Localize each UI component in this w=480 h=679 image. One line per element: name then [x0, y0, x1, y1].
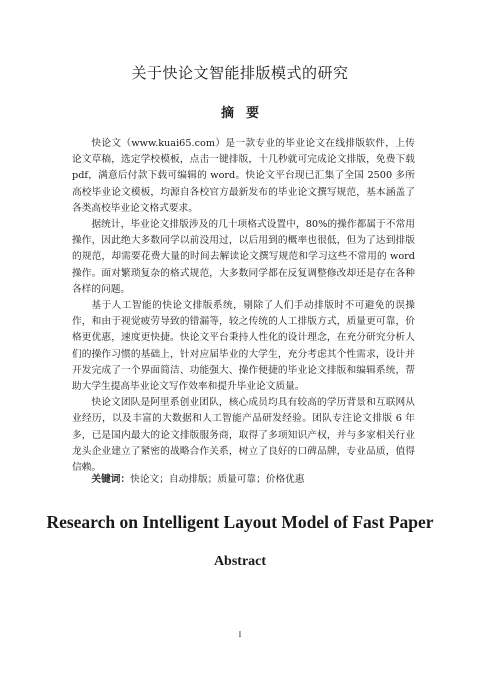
abstract-paragraph: 快论文团队是阿里系创业团队，核心成员均具有较高的学历背景和互联网从业经历，以及丰富的大数据和人工智能产品研发经验。团队专注论文排版 6 年多，已是国内最大的论文排版服务商，取得了多项知识产权，并与多家相关行业龙头企业建立了紧密的战略合作关系，树立了良好的口碑品牌，专业品质，值得信赖。	[72, 397, 415, 474]
abstract-paragraph: 基于人工智能的快论文排版系统，剔除了人们手动排版时不可避免的误操作，和由于视觉疲劳导致的错漏等，较之传统的人工排版方式，质量更可靠，价格更优惠，速度更快捷。快论文平台秉持人性化的设计理念，在充分研究分析人们的操作习惯的基础上，针对应届毕业的大学生，充分考虑其个性需求，设计并开发完成了一个界面简洁、功能强大、操作便捷的毕业论文排版和编辑系统，帮助大学生提高毕业论文写作效率和提升毕业论文质量。	[72, 300, 415, 393]
abstract-heading-en: Abstract	[213, 554, 267, 569]
abstract-paragraph: 据统计，毕业论文排版涉及的几十项格式设置中，80%的操作都属于不常用操作，因此绝大多数同学以前没用过，以后用到的概率也很低，但为了达到排版的规范，却需要花费大量的时间去解读论文撰写规范和学习这些不常用的 word 操作。面对繁琐复杂的格式规范，大多数同学都在反复调整修改却还是存在各种各样的问题。	[72, 219, 415, 295]
keywords-text: 快论文；自动排版；质量可靠；价格优惠	[130, 474, 305, 485]
abstract-heading-cn: 摘要	[220, 106, 271, 121]
chinese-title: 关于快论文智能排版模式的研究	[131, 64, 349, 82]
abstract-body	[72, 136, 415, 476]
english-title: Research on Intelligent Layout Model of Fast Paper	[46, 512, 434, 532]
abstract-paragraph: 快论文（www.kuai65.com）是一款专业的毕业论文在线排版软件，上传论文草稿，选定学校模板，点击一键排版，十几秒就可完成论文排版，免费下载 pdf，满意后付款下载可编辑的 word。快论文平台现已汇集了全国 2500 多所高校毕业论文模板，均源自各校官方最新发布的毕业论文撰写规范，基本涵盖了各类高校毕业论文格式要求。	[72, 138, 415, 214]
page-number: I	[238, 630, 242, 639]
keywords-line	[72, 472, 415, 488]
keywords-label: 关键词：	[91, 474, 131, 485]
